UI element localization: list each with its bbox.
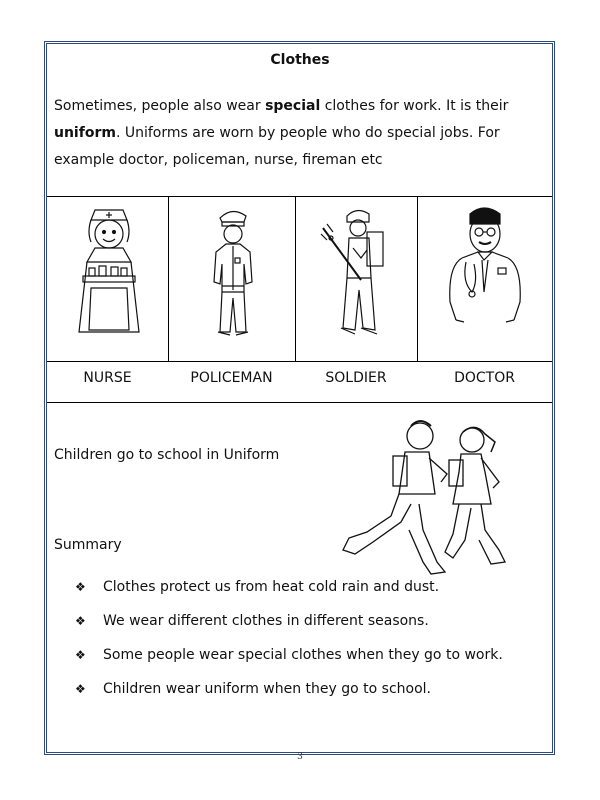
- summary-list: [75, 578, 503, 714]
- occupation-label-policeman: POLICEMAN: [190, 370, 273, 386]
- intro-line-3: example doctor, policeman, nurse, fireman etc: [54, 152, 383, 168]
- page-title: Clothes: [270, 52, 330, 68]
- summary-heading: Summary: [54, 537, 122, 553]
- intro-bold-special: special: [265, 98, 321, 114]
- summary-item-text: Children wear uniform when they go to school.: [103, 681, 431, 697]
- list-item: [75, 612, 503, 646]
- doctor-illustration: [442, 202, 527, 352]
- soldier-illustration: [317, 202, 397, 352]
- occupation-label-doctor: DOCTOR: [454, 370, 515, 386]
- table-divider: [295, 196, 296, 361]
- diamond-bullet-icon: ❖: [75, 682, 86, 696]
- diamond-bullet-icon: ❖: [75, 580, 86, 594]
- occupation-label-nurse: NURSE: [83, 370, 132, 386]
- intro-text: clothes for work. It is their: [320, 98, 509, 114]
- summary-item-text: Some people wear special clothes when they go to work.: [103, 647, 503, 663]
- diamond-bullet-icon: ❖: [75, 648, 86, 662]
- schoolchildren-illustration: [335, 412, 510, 577]
- table-rule: [47, 196, 552, 197]
- occupation-label-soldier: SOLDIER: [325, 370, 387, 386]
- school-uniform-sentence: Children go to school in Uniform: [54, 447, 280, 463]
- summary-item-text: Clothes protect us from heat cold rain and dust.: [103, 579, 440, 595]
- summary-item-text: We wear different clothes in different seasons.: [103, 613, 429, 629]
- list-item: [75, 578, 503, 612]
- list-item: [75, 646, 503, 680]
- intro-line-1: [54, 93, 534, 120]
- intro-paragraph: [54, 93, 534, 174]
- intro-bold-uniform: uniform: [54, 125, 116, 141]
- table-rule: [47, 361, 552, 362]
- table-rule: [47, 402, 552, 403]
- nurse-illustration: [69, 202, 149, 352]
- intro-text: Sometimes, people also wear: [54, 98, 266, 114]
- occupations-table: [47, 196, 552, 403]
- page-number: 3: [297, 752, 303, 762]
- list-item: [75, 680, 503, 714]
- intro-line-2: [54, 120, 534, 147]
- intro-text: . Uniforms are worn by people who do special jobs. For: [115, 125, 500, 141]
- policeman-illustration: [202, 202, 262, 352]
- table-divider: [168, 196, 169, 361]
- diamond-bullet-icon: ❖: [75, 614, 86, 628]
- table-divider: [417, 196, 418, 361]
